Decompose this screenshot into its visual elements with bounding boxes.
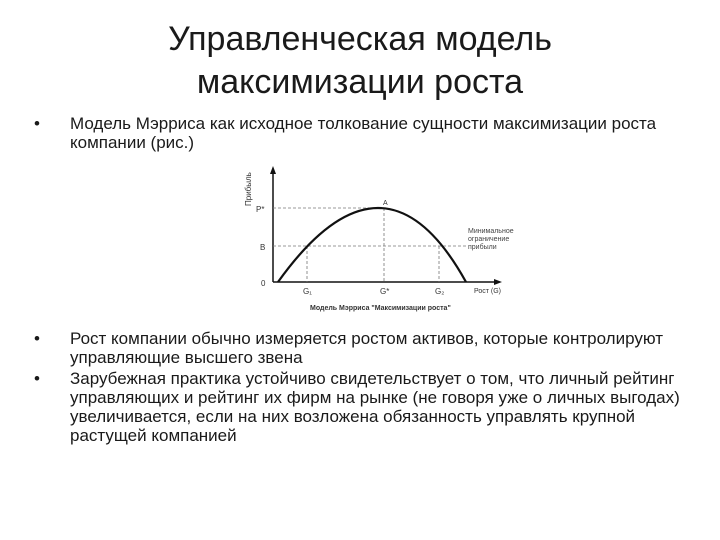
slide-title	[60, 18, 660, 104]
marris-growth-diagram	[236, 160, 536, 325]
slide-title-line-2: максимизации роста	[196, 63, 524, 101]
y-axis-label: Прибыль	[244, 172, 253, 206]
slide-title-line-1: Управленческая модель	[168, 20, 552, 58]
bullet-text: Зарубежная практика устойчиво свидетельствует о том, что личный рейтинг управляющих и рейтинг их фирм на рынке (не говоря уже о личных выгодах) увеличивается, если на них возложена обязанность управлять крупной растущей компанией	[70, 369, 680, 445]
y-axis-arrow	[270, 166, 276, 174]
bullet-text: Модель Мэрриса как исходное толкование сущности максимизации роста компании (рис.)	[70, 114, 657, 152]
y-label-p-star: P*	[256, 205, 265, 214]
bullet-marker: •	[34, 114, 40, 133]
bullet-marker: •	[34, 369, 40, 388]
y-label-b: B	[260, 243, 266, 252]
constraint-label-box	[468, 228, 528, 258]
x-label-g2: G₂	[435, 287, 445, 296]
x-label-g-star: G*	[380, 287, 390, 296]
diagram-caption: Модель Мэрриса "Максимизации роста"	[310, 305, 451, 312]
profit-growth-curve	[278, 208, 466, 282]
peak-label-a: A	[383, 200, 388, 207]
bullet-marker: •	[34, 329, 40, 348]
y-label-origin: 0	[261, 279, 266, 288]
bullet-text: Рост компании обычно измеряется ростом активов, которые контролируют управляющие высшего звена	[70, 329, 663, 367]
x-axis-arrow	[494, 279, 502, 285]
x-label-g1: G₁	[303, 287, 312, 296]
constraint-label: Минимальное ограничение прибыли	[468, 228, 514, 251]
x-axis-label: Рост (G)	[474, 288, 502, 295]
